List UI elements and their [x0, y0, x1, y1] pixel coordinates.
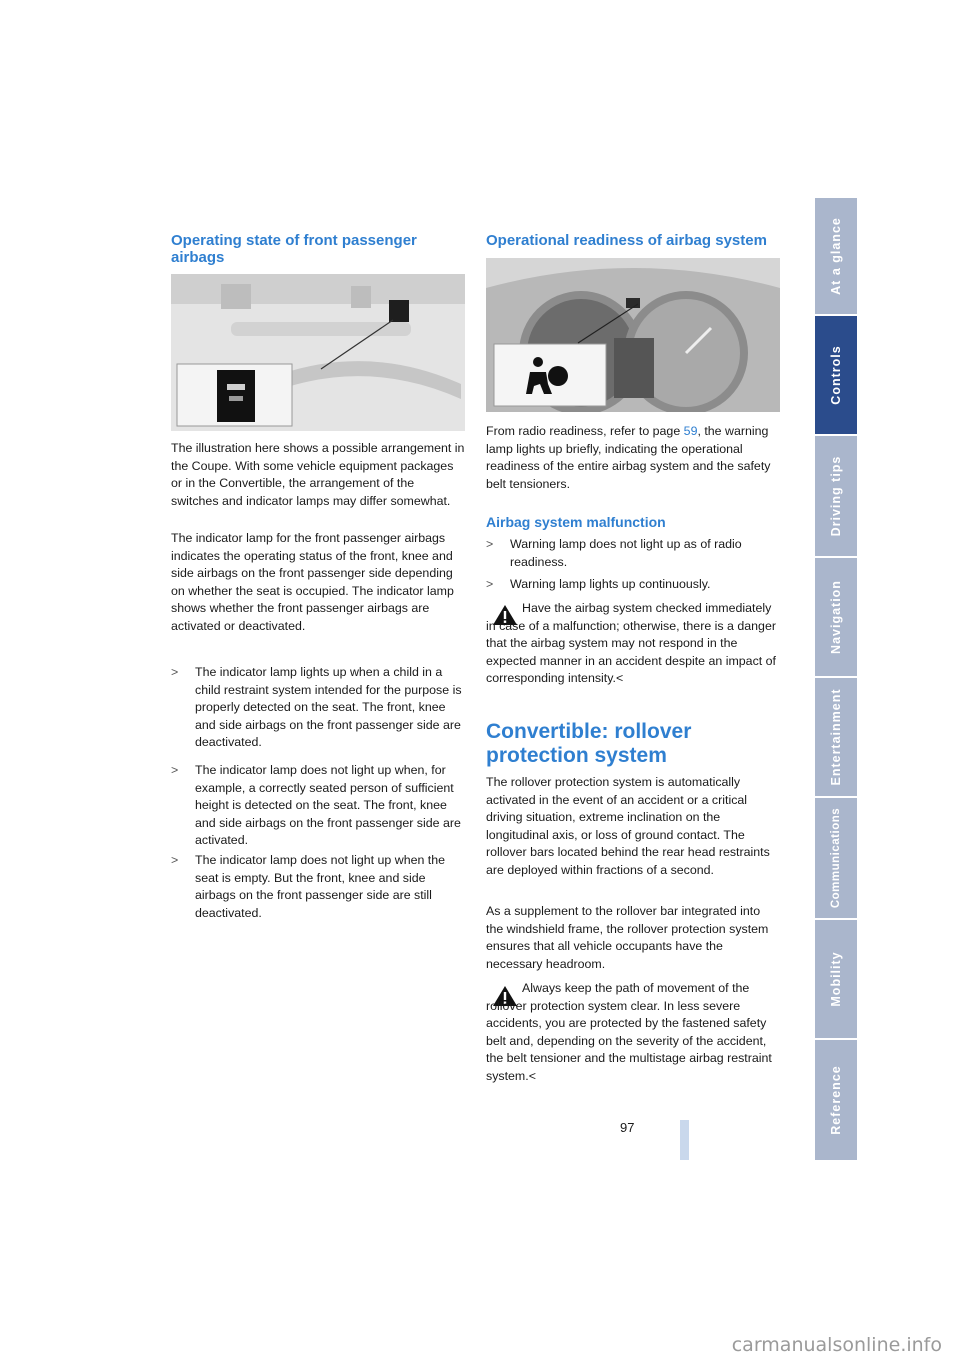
paragraph-indicator-lamp: The indicator lamp for the front passenger airbags indicates the operating status of the front, knee and side airbags on the front passenger side depending on whether the seat is occupied. The indicator lamp shows whether the front passenger airbags are activated or deactivated.	[171, 531, 454, 633]
paragraph-rollover-activation: The rollover protection system is automatically activated in the event of an accident or a critical driving situation, extreme inclination on the longitudinal axis, or loss of ground contact. The rollover bars located behind the rear head restraints are deployed within fractions of a second.	[486, 775, 770, 877]
tab-reference[interactable]	[815, 1040, 857, 1160]
tab-controls[interactable]	[815, 316, 857, 436]
section-heading-airbag-readiness: Operational readiness of airbag system	[486, 232, 767, 249]
bullet-marker: >	[486, 537, 494, 551]
bullet-marker: >	[486, 577, 494, 591]
paragraph-illustration-note: The illustration here shows a possible arrangement in the Coupe. With some vehicle equipment packages or in the Convertible, the arrangement of the switches and indicator lamps may differ somewhat.	[171, 441, 465, 508]
end-mark: <	[528, 1068, 536, 1083]
list-item	[486, 536, 780, 576]
bullet-text: Warning lamp lights up continuously.	[510, 577, 711, 591]
tab-label: Navigation	[829, 580, 843, 654]
paragraph-radio-readiness	[486, 423, 780, 493]
bullet-text: The indicator lamp lights up when a child in a child restraint system intended for the purpose is properly detected on the seat. The front, knee and side airbags on the front passenger side are deactivated.	[195, 665, 462, 750]
bullet-marker: >	[171, 665, 179, 679]
page-link[interactable]: 59	[683, 424, 698, 438]
page-number-bar	[680, 1120, 689, 1160]
list-item	[171, 664, 465, 754]
bullet-text: The indicator lamp does not light up when the seat is empty. But the front, knee and side airbags on the front passenger side are still deactivated.	[195, 853, 446, 920]
text-after-link: , the warning lamp lights up briefly, indicating the operational readiness of the entire airbag system and the safety belt tensioners.	[486, 424, 771, 491]
tab-entertainment[interactable]	[815, 678, 857, 798]
instrument-cluster-illustration	[486, 258, 780, 412]
tab-label: Communications	[830, 807, 842, 909]
warning-text: Always keep the path of movement of the rollover protection system clear. In less severe accidents, you are protected by the fastened safety belt and, depending on the severity of the accident, the belt tensioner and the multistage airbag restraint system.	[486, 981, 772, 1083]
tab-at-a-glance[interactable]	[815, 198, 857, 316]
section-heading-rollover	[486, 720, 780, 768]
tab-label: Mobility	[829, 951, 843, 1007]
watermark-text: carmanualsonline.info	[731, 1334, 942, 1356]
bullet-marker: >	[171, 763, 179, 777]
list-item	[486, 576, 780, 596]
tab-label: Controls	[829, 345, 843, 405]
tab-label: Entertainment	[829, 688, 843, 786]
warning-malfunction-text	[486, 600, 780, 688]
tab-label: Reference	[829, 1065, 843, 1135]
tab-label: At a glance	[829, 217, 843, 295]
warning-rollover-text	[486, 980, 780, 1086]
text-before-link: From radio readiness, refer to page	[486, 424, 684, 438]
chapter-sidebar	[815, 198, 857, 1160]
tab-driving-tips[interactable]	[815, 436, 857, 558]
passenger-airbag-indicator-illustration	[171, 274, 465, 431]
list-item	[171, 852, 465, 924]
tab-navigation[interactable]	[815, 558, 857, 678]
warning-text: Have the airbag system checked immediately in case of a malfunction; otherwise, there is a danger that the airbag system may not respond in the expected manner in an accident despite an impact of corresponding intensity.	[486, 601, 776, 686]
bullet-marker: >	[171, 853, 179, 867]
page-number: 97	[620, 1120, 635, 1135]
heading-line-2: protection system	[486, 744, 667, 767]
bullet-text: The indicator lamp does not light up when, for example, a correctly seated person of sufficient height is detected on the seat. The front, knee and side airbags on the front passenger side are activated.	[195, 763, 461, 848]
subsection-heading-malfunction: Airbag system malfunction	[486, 514, 666, 530]
heading-line-1: Convertible: rollover	[486, 720, 692, 743]
tab-label: Driving tips	[829, 455, 843, 537]
end-mark: <	[615, 671, 624, 686]
footer-watermark	[0, 1330, 960, 1358]
section-heading-passenger-airbags: Operating state of front passenger airbags	[171, 232, 417, 266]
bullet-text: Warning lamp does not light up as of radio readiness.	[510, 537, 742, 569]
tab-mobility[interactable]	[815, 920, 857, 1040]
paragraph-rollover-supplement: As a supplement to the rollover bar integrated into the windshield frame, the rollover protection system ensures that all vehicle occupants have the necessary headroom.	[486, 904, 769, 971]
tab-communications[interactable]	[815, 798, 857, 920]
list-item	[171, 762, 465, 852]
